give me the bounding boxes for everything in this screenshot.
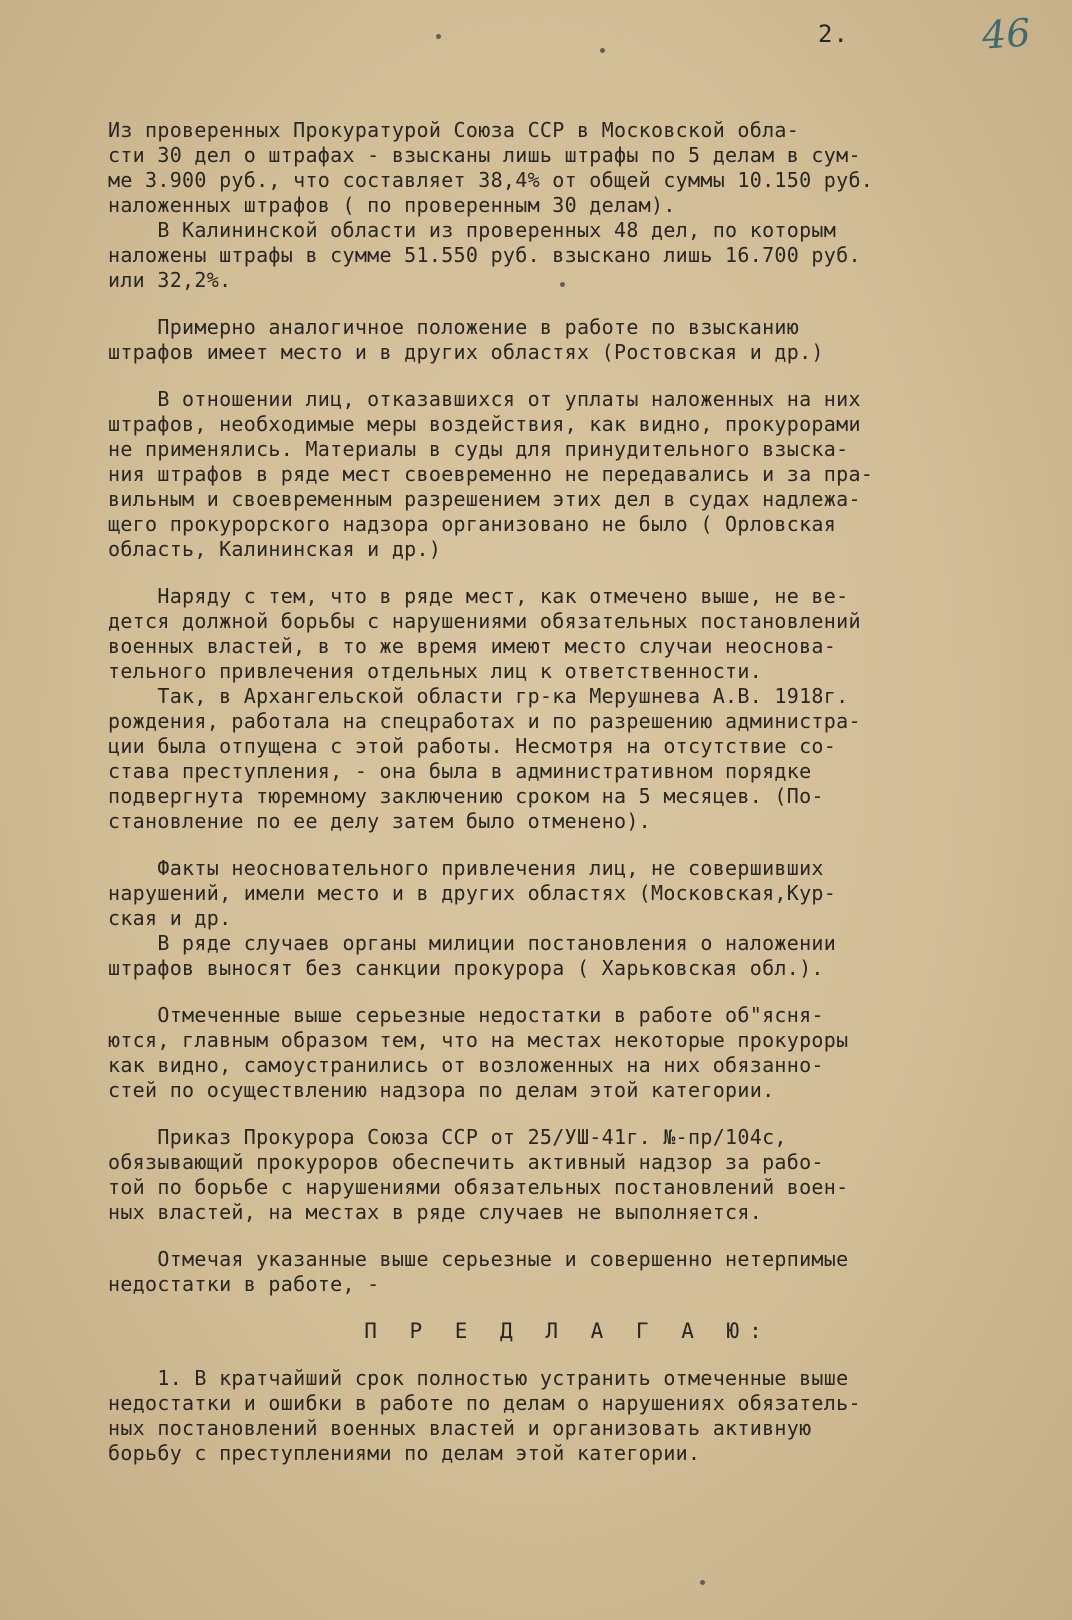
text-line: рождения, работала на спецработах и по разрешению администра- [108,709,861,733]
paragraph [108,118,1028,218]
spacer [108,562,1028,584]
text-line: ме 3.900 руб., что составляет 38,4% от общей суммы 10.150 руб. [108,168,874,192]
spacer [108,1344,1028,1366]
text-line: подвергнута тюремному заключению сроком на 5 месяцев. (По- [108,784,824,808]
text-line: область, Калининская и др.) [108,537,442,561]
text-line: или 32,2%. [108,268,232,292]
text-line: 1. В кратчайший срок полностью устранить отмеченные выше [108,1366,849,1390]
text-line: вильным и своевременным разрешением этих дел в судах надлежа- [108,487,861,511]
ink-speck [600,48,605,53]
spacer [108,1103,1028,1125]
paragraph [108,584,1028,684]
text-line: тельного привлечения отдельных лиц к ответственности. [108,659,763,683]
paragraph [108,218,1028,293]
page-number: 2. [818,20,849,48]
text-line: дется должной борьбы с нарушениями обязательных постановлений [108,609,861,633]
text-line: става преступления, - она была в административном порядке [108,759,812,783]
paragraph [108,1125,1028,1225]
text-line: наложены штрафы в сумме 51.550 руб. взыскано лишь 16.700 руб. [108,243,861,267]
paragraph [108,931,1028,981]
spacer [108,834,1028,856]
paragraph [108,315,1028,365]
paragraph [108,1247,1028,1297]
document-body [108,118,1028,1466]
archive-sheet-number: 46 [980,10,1032,58]
text-line: Приказ Прокурора Союза ССР от 25/УШ-41г. №-пр/104с, [108,1125,787,1149]
text-line: как видно, самоустранились от возложенных на них обязанно- [108,1053,824,1077]
spacer [108,1225,1028,1247]
text-line: военных властей, в то же время имеют место случаи неоснова- [108,634,837,658]
ink-speck [436,34,441,39]
text-line: В Калининской области из проверенных 48 дел, по которым [108,218,837,242]
text-line: нарушений, имели место и в других областях (Московская,Кур- [108,881,837,905]
text-line: ская и др. [108,906,232,930]
text-line: штрафов выносят без санкции прокурора ( Харьковская обл.). [108,956,824,980]
paragraph [108,387,1028,562]
text-line: Из проверенных Прокуратурой Союза ССР в Московской обла- [108,118,800,142]
spacer [108,1297,1028,1319]
text-line: ции была отпущена с этой работы. Несмотря на отсутствие со- [108,734,837,758]
text-line: ния штрафов в ряде мест своевременно не передавались и за пра- [108,462,874,486]
text-line: недостатки и ошибки в работе по делам о нарушениях обязатель- [108,1391,861,1415]
text-line: недостатки в работе, - [108,1272,380,1296]
text-line: Отмеченные выше серьезные недостатки в работе об"ясня- [108,1003,824,1027]
text-line: борьбу с преступлениями по делам этой категории. [108,1441,701,1465]
text-line: штрафов, необходимые меры воздействия, как видно, прокурорами [108,412,861,436]
text-line: сти 30 дел о штрафах - взысканы лишь штрафы по 5 делам в сум- [108,143,861,167]
text-line: Наряду с тем, что в ряде мест, как отмечено выше, не ве- [108,584,849,608]
text-line: Факты неосновательного привлечения лиц, не совершивших [108,856,824,880]
text-line: Отмечая указанные выше серьезные и совершенно нетерпимые [108,1247,849,1271]
spacer [108,293,1028,315]
text-line: В отношении лиц, отказавшихся от уплаты наложенных на них [108,387,861,411]
text-line: Так, в Архангельской области гр-ка Мерушнева А.В. 1918г. [108,684,849,708]
text-line: щего прокурорского надзора организовано не было ( Орловская [108,512,837,536]
paragraph [108,1003,1028,1103]
ink-speck [700,1580,705,1585]
text-line: обязывающий прокуроров обеспечить активный надзор за рабо- [108,1150,824,1174]
text-line: не применялись. Материалы в суды для принудительного взыска- [108,437,849,461]
text-line: той по борьбе с нарушениями обязательных постановлений воен- [108,1175,849,1199]
spacer [108,365,1028,387]
text-line: штрафов имеет место и в других областях (Ростовская и др.) [108,340,824,364]
paragraph [108,856,1028,931]
text-line: ных властей, на местах в ряде случаев не выполняется. [108,1200,763,1224]
text-line: становление по ее делу затем было отменено). [108,809,652,833]
text-line: стей по осуществлению надзора по делам этой категории. [108,1078,775,1102]
closing-paragraph [108,1366,1028,1466]
paragraph [108,684,1028,834]
spacer [108,981,1028,1003]
text-line: В ряде случаев органы милиции постановления о наложении [108,931,837,955]
text-line: ются, главным образом тем, что на местах некоторые прокуроры [108,1028,849,1052]
paragraph-list [108,118,1028,1297]
proposal-heading: П Р Е Д Л А Г А Ю: [364,1319,772,1343]
text-line: ных постановлений военных властей и организовать активную [108,1416,812,1440]
text-line: наложенных штрафов ( по проверенным 30 делам). [108,193,676,217]
text-line: Примерно аналогичное положение в работе по взысканию [108,315,800,339]
